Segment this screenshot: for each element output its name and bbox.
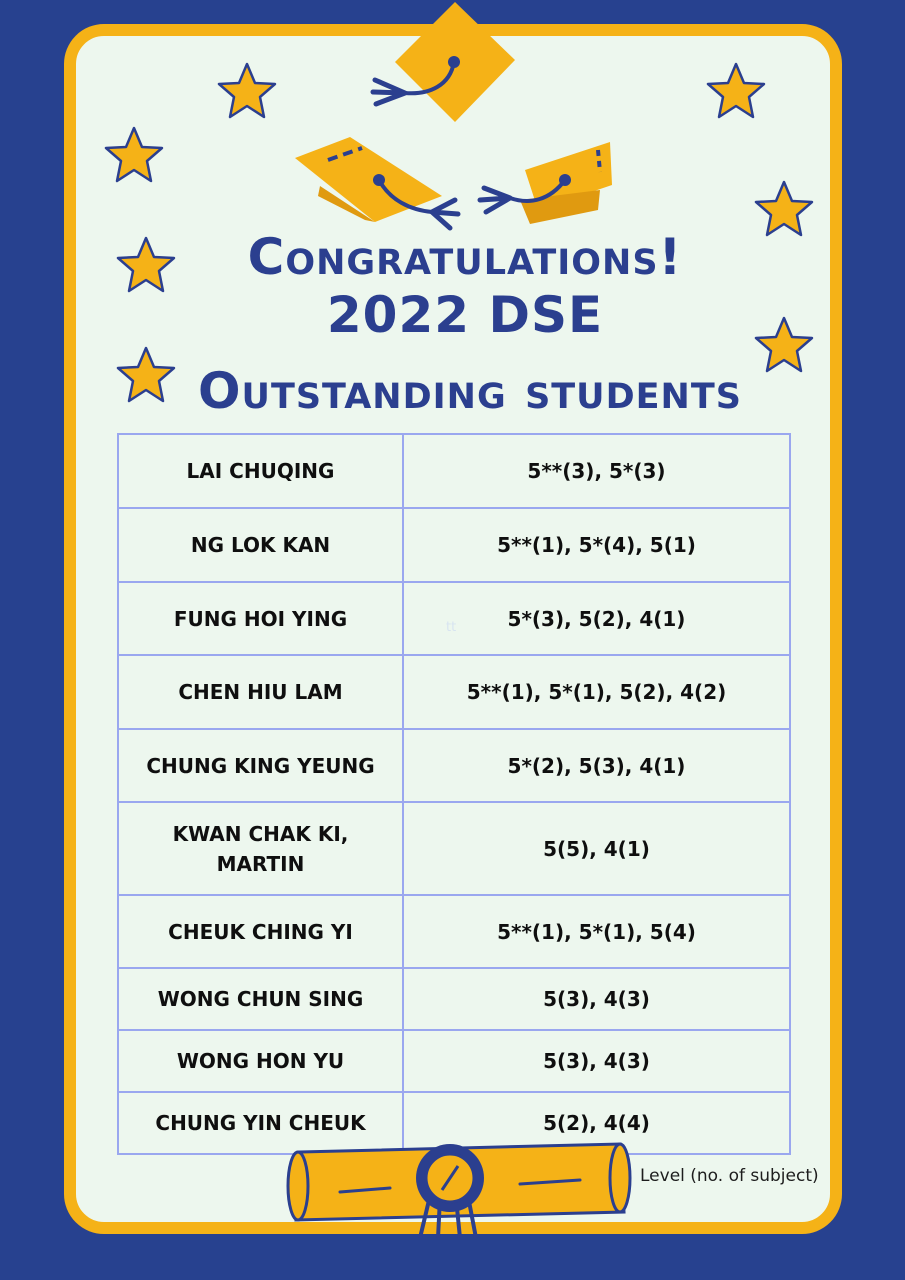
student-results: 5**(1), 5*(1), 5(4) (403, 895, 790, 968)
student-name: WONG CHUN SING (118, 968, 403, 1030)
student-results: 5(3), 4(3) (403, 968, 790, 1030)
student-results: 5**(3), 5*(3) (403, 434, 790, 508)
table-row (118, 895, 790, 968)
results-table (117, 433, 791, 1155)
graduation-caps-decoration (0, 0, 905, 240)
student-results: 5*(3), 5(2), 4(1) (403, 582, 790, 655)
graduation-cap-icon (295, 137, 458, 228)
student-name: KWAN CHAK KI, MARTIN (118, 802, 403, 895)
student-name: CHUNG YIN CHEUK (118, 1092, 403, 1154)
student-name: CHEN HIU LAM (118, 655, 403, 729)
student-name: NG LOK KAN (118, 508, 403, 582)
student-results: 5(2), 4(4) (403, 1092, 790, 1154)
student-name: CHEUK CHING YI (118, 895, 403, 968)
table-row (118, 655, 790, 729)
student-results: 5**(1), 5*(4), 5(1) (403, 508, 790, 582)
diploma-scroll-icon (280, 1138, 640, 1238)
student-results: 5**(1), 5*(1), 5(2), 4(2) (403, 655, 790, 729)
student-results: 5*(2), 5(3), 4(1) (403, 729, 790, 802)
student-results: 5(5), 4(1) (403, 802, 790, 895)
table-row (118, 508, 790, 582)
title-line-1: Congratulations! (247, 228, 683, 286)
table-row (118, 582, 790, 655)
table-row (118, 434, 790, 508)
faint-mark: tt (446, 620, 457, 635)
table-row (118, 968, 790, 1030)
table-row (118, 1030, 790, 1092)
student-name: CHUNG KING YEUNG (118, 729, 403, 802)
student-name: LAI CHUQING (118, 434, 403, 508)
title-line-2: 2022 DSE (326, 286, 604, 344)
student-name: WONG HON YU (118, 1030, 403, 1092)
title-line-3: Outstanding students (198, 362, 742, 420)
graduation-cap-icon (480, 142, 612, 224)
legend-note: Level (no. of subject) (640, 1166, 819, 1186)
table-row (118, 729, 790, 802)
student-name: FUNG HOI YING (118, 582, 403, 655)
student-results: 5(3), 4(3) (403, 1030, 790, 1092)
table-row (118, 802, 790, 895)
graduation-cap-icon (373, 2, 515, 122)
